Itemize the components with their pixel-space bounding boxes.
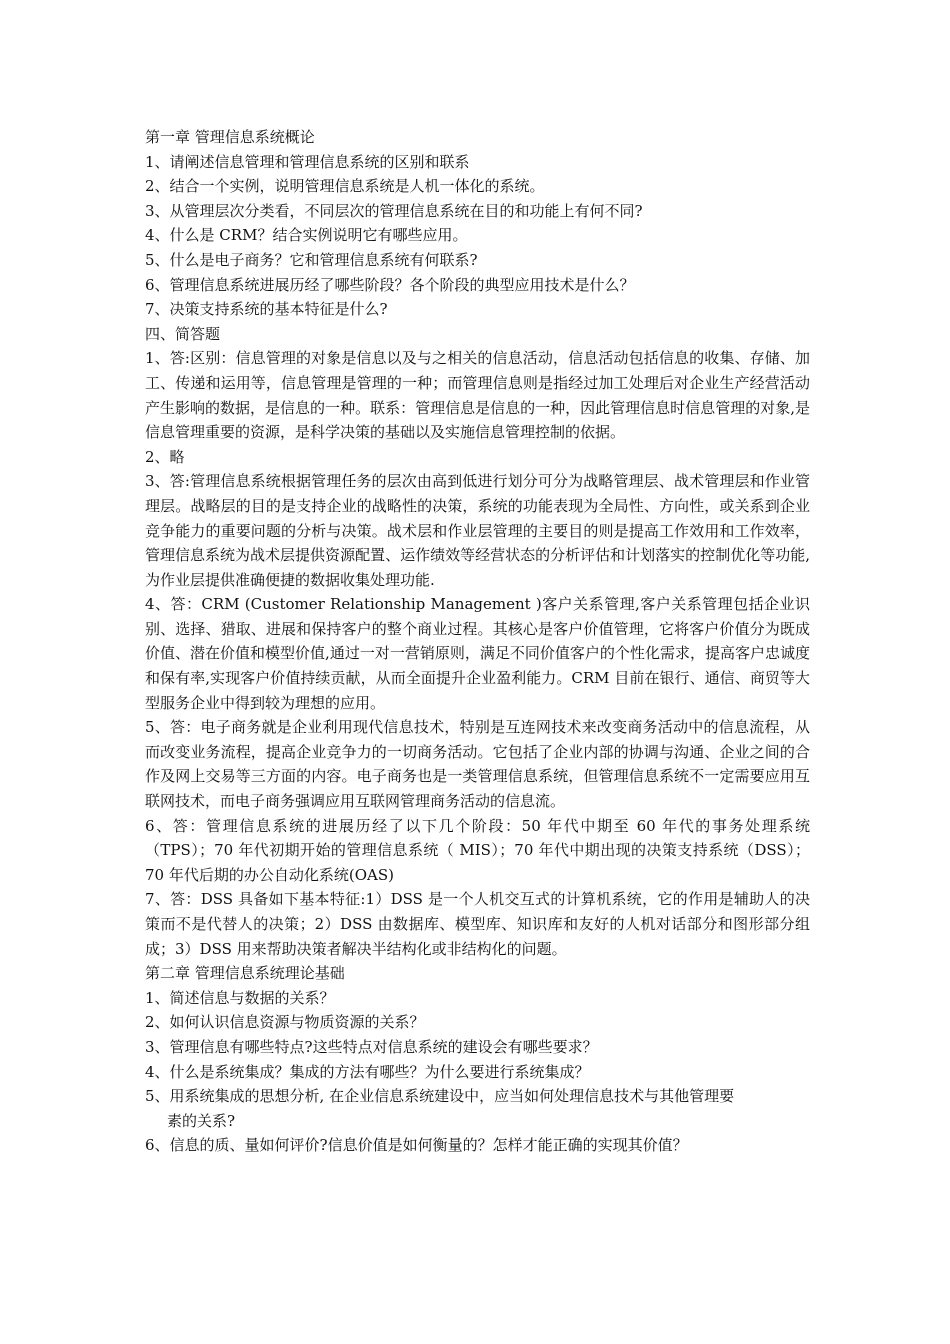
chapter-1-title: 第一章 管理信息系统概论 bbox=[145, 128, 315, 146]
answer-7: 7、答：DSS 具备如下基本特征:1）DSS 是一个人机交互式的计算机系统，它的作用是辅助人的决策而不是代替人的决策；2）DSS 由数据库、模型库、知识库和友好的人机对话部分和图形部分组成；3）DSS 用来帮助决策者解决半结构化或非结构化的问题。 bbox=[145, 890, 810, 958]
answer-6: 6、答：管理信息系统的进展历经了以下几个阶段：50 年代中期至 60 年代的事务处理系统（TPS）；70 年代初期开始的管理信息系统（ MIS）；70 年代中期出现的决策支持系统（DSS）；70 年代后期的办公自动化系统(OAS) bbox=[145, 816, 810, 884]
chapter-2-question-5: 5、用系统集成的思想分析, 在企业信息系统建设中，应当如何处理信息技术与其他管理要 bbox=[145, 1087, 735, 1106]
chapter-2-question-5-continued: 素的关系? bbox=[167, 1111, 236, 1130]
answer-3: 3、答:管理信息系统根据管理任务的层次由高到低进行划分可分为战略管理层、战术管理层和作业管理层。战略层的目的是支持企业的战略性的决策，系统的功能表现为全局性、方向性，或关系到企业竞争能力的重要问题的分析与决策。战术层和作业层管理的主要目的则是提高工作效用和工作效率，管理信息系统为战术层提供资源配置、运作绩效等经营状态的分析评估和计划落实的控制优化等功能,为作业层提供准确便捷的数据收集处理功能. bbox=[145, 472, 810, 589]
chapter-1-question-2: 2、结合一个实例，说明管理信息系统是人机一体化的系统。 bbox=[145, 177, 545, 196]
chapter-2-question-3: 3、管理信息有哪些特点?这些特点对信息系统的建设会有哪些要求？ bbox=[145, 1037, 598, 1056]
answer-1: 1、答:区别：信息管理的对象是信息以及与之相关的信息活动，信息活动包括信息的收集、存储、加工、传递和运用等，信息管理是管理的一种；而管理信息则是指经过加工处理后对企业生产经营活动产生影响的数据，是信息的一种。联系：管理信息是信息的一种，因此管理信息时信息管理的对象,是信息管理重要的资源，是科学决策的基础以及实施信息管理控制的依据。 bbox=[145, 349, 810, 442]
document-page bbox=[145, 125, 810, 1158]
chapter-1-question-6: 6、管理信息系统进展历经了哪些阶段？各个阶段的典型应用技术是什么？ bbox=[145, 275, 635, 294]
chapter-2-title: 第二章 管理信息系统理论基础 bbox=[145, 964, 345, 983]
chapter-1-question-4: 4、什么是 CRM？结合实例说明它有哪些应用。 bbox=[145, 226, 468, 245]
section-title-short-answer: 四、简答题 bbox=[145, 324, 221, 343]
chapter-2-question-6: 6、信息的质、量如何评价?信息价值是如何衡量的？怎样才能正确的实现其价值？ bbox=[145, 1136, 688, 1155]
answer-4: 4、答：CRM (Customer Relationship Management )客户关系管理,客户关系管理包括企业识别、选择、猎取、进展和保持客户的整个商业过程。其核心是客户价值管理，它将客户价值分为既成价值、潜在价值和模型价值,通过一对一营销原则，满足不同价值客户的个性化需求，提高客户忠诚度和保有率,实现客户价值持续贡献，从而全面提升企业盈利能力。CRM 目前在银行、通信、商贸等大型服务企业中得到较为理想的应用。 bbox=[145, 595, 810, 712]
chapter-1-question-1: 1、请阐述信息管理和管理信息系统的区别和联系 bbox=[145, 152, 470, 171]
chapter-2-question-1: 1、简述信息与数据的关系？ bbox=[145, 988, 335, 1007]
chapter-1-question-3: 3、从管理层次分类看，不同层次的管理信息系统在目的和功能上有何不同? bbox=[145, 201, 643, 220]
answer-2: 2、略 bbox=[145, 447, 185, 466]
chapter-1-question-5: 5、什么是电子商务？它和管理信息系统有何联系? bbox=[145, 250, 478, 269]
chapter-2-question-4: 4、什么是系统集成？集成的方法有哪些？为什么要进行系统集成？ bbox=[145, 1062, 590, 1081]
chapter-2-question-2: 2、如何认识信息资源与物质资源的关系？ bbox=[145, 1013, 425, 1032]
answer-5: 5、答：电子商务就是企业利用现代信息技术，特别是互连网技术来改变商务活动中的信息流程，从而改变业务流程，提高企业竞争力的一切商务活动。它包括了企业内部的协调与沟通、企业之间的合作及网上交易等三方面的内容。电子商务也是一类管理信息系统，但管理信息系统不一定需要应用互联网技术，而电子商务强调应用互联网管理商务活动的信息流。 bbox=[145, 718, 810, 811]
chapter-1-question-7: 7、决策支持系统的基本特征是什么? bbox=[145, 300, 388, 319]
